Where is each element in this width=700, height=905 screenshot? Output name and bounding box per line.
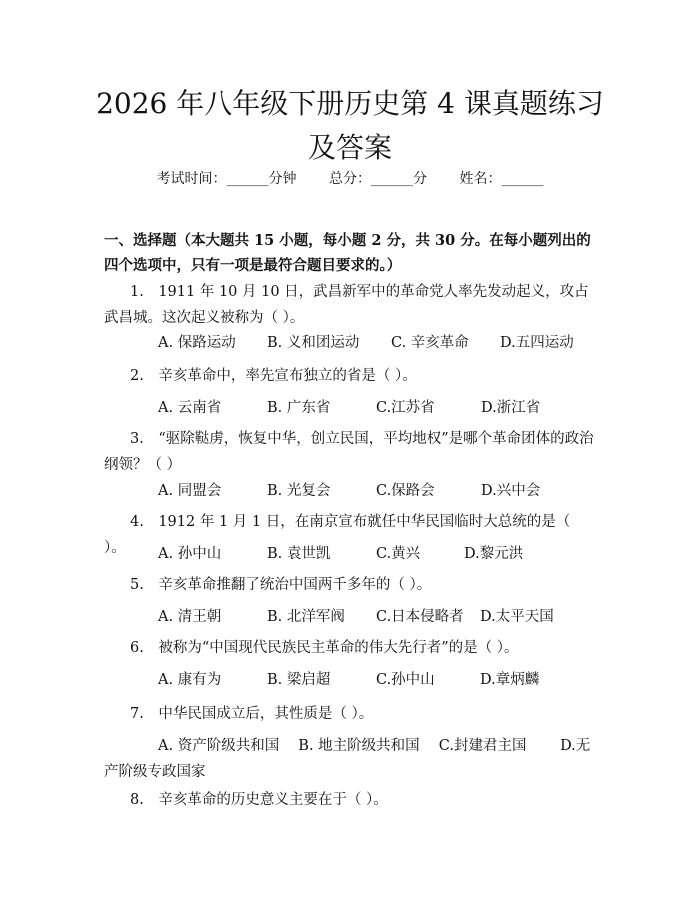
question-3: 3. “驱除鞑虏，恢复中华，创立民国，平均地权”是哪个革命团体的政治纲领？（ ） bbox=[104, 431, 594, 473]
option-b: B. 义和团运动 bbox=[267, 335, 360, 351]
option-d: D.兴中会 bbox=[481, 483, 541, 499]
document-title: 2026 年八年级下册历史第 4 课真题练习及答案 bbox=[96, 87, 604, 164]
question-4: 4. 1912 年 1 月 1 日，在南京宣布就任中华民国临时大总统的是（ ）。 bbox=[104, 514, 571, 556]
question-2: 2. 辛亥革命中，率先宣布独立的省是（ ）。 bbox=[130, 368, 417, 384]
option-d: D.黎元洪 bbox=[464, 546, 524, 562]
option-c: C.孙中山 bbox=[376, 672, 435, 688]
option-a: A. 清王朝 bbox=[158, 609, 222, 625]
option-c: C.江苏省 bbox=[376, 400, 435, 416]
exam-info bbox=[0, 168, 700, 188]
question-1: 1. 1911 年 10 月 10 日，武昌新军中的革命党人率先发动起义，攻占武昌城。这次起义被称为（ ）。 bbox=[104, 284, 589, 326]
exam-time: 考试时间：______分钟 bbox=[156, 171, 297, 187]
option-d: D.浙江省 bbox=[481, 400, 541, 416]
question-6: 6. 被称为“中国现代民族民主革命的伟大先行者”的是（ ）。 bbox=[130, 640, 519, 656]
option-b: B. 北洋军阀 bbox=[267, 609, 345, 625]
option-b: B. 梁启超 bbox=[267, 672, 331, 688]
option-b: B. 袁世凯 bbox=[267, 546, 331, 562]
option-d: D.五四运动 bbox=[500, 335, 574, 351]
exam-score: 总分：______分 bbox=[329, 171, 427, 187]
section-heading: 一、选择题（本大题共 15 小题，每小题 2 分，共 30 分。在每小题列出的四个选项中，只有一项是最符合题目要求的。） bbox=[104, 232, 591, 274]
option-a: A. 孙中山 bbox=[158, 546, 222, 562]
question-8: 8. 辛亥革命的历史意义主要在于（ ）。 bbox=[130, 792, 388, 808]
option-c: C.日本侵略者 bbox=[376, 609, 464, 625]
option-a: A. 同盟会 bbox=[158, 483, 222, 499]
option-d: D.章炳麟 bbox=[480, 672, 540, 688]
option-c: C. 辛亥革命 bbox=[391, 335, 469, 351]
question-7: 7. 中华民国成立后，其性质是（ ）。 bbox=[130, 706, 374, 722]
question-5: 5. 辛亥革命推翻了统治中国两千多年的（ ）。 bbox=[130, 577, 432, 593]
exam-name: 姓名：______ bbox=[459, 171, 544, 187]
option-d: D.太平天国 bbox=[480, 609, 554, 625]
option-a: A. 保路运动 bbox=[158, 335, 236, 351]
option-b: B. 广东省 bbox=[267, 400, 331, 416]
option-a: A. 云南省 bbox=[158, 400, 222, 416]
option-a: A. 康有为 bbox=[158, 672, 222, 688]
option-c: C.黄兴 bbox=[376, 546, 421, 562]
question-7-options: A. 资产阶级共和国 B. 地主阶级共和国 C.封建君主国 D.无产阶级专政国家 bbox=[104, 738, 591, 780]
option-b: B. 光复会 bbox=[267, 483, 331, 499]
option-c: C.保路会 bbox=[376, 483, 435, 499]
